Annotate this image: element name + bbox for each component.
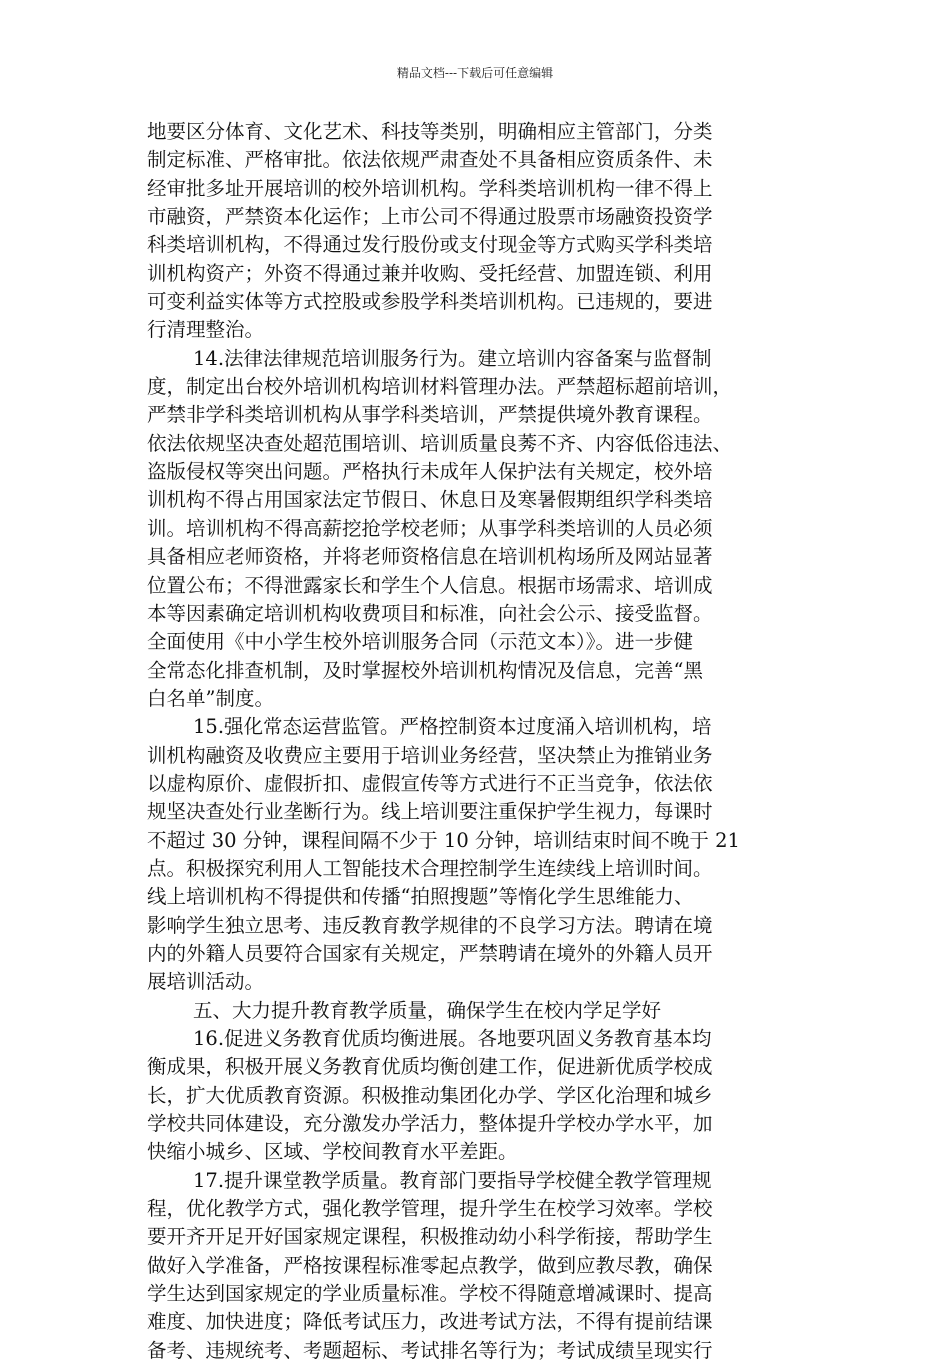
text-line: 备考、违规统考、考题超标、考试排名等行为；考试成绩呈现实行 (147, 1338, 713, 1362)
text-line: 点。积极探究利用人工智能技术合理控制学生连续线上培训时间。 (147, 856, 713, 880)
paragraph-start-line: 17.提升课堂教学质量。教育部门要指导学校健全教学管理规 (193, 1168, 712, 1192)
text-line: 训机构资产；外资不得通过兼并收购、受托经营、加盟连锁、利用 (147, 261, 713, 285)
text-line: 内的外籍人员要符合国家有关规定，严禁聘请在境外的外籍人员开 (147, 941, 713, 965)
text-line: 行清理整治。 (147, 318, 265, 342)
text-line: 位置公布；不得泄露家长和学生个人信息。根据市场需求、培训成 (147, 573, 713, 597)
text-line: 盗版侵权等突出问题。严格执行未成年人保护法有关规定，校外培 (147, 460, 713, 484)
text-line: 难度、加快进度；降低考试压力，改进考试方法，不得有提前结课 (147, 1310, 713, 1334)
text-line: 度，制定出台校外培训机构培训材料管理办法。严禁超标超前培训， (147, 375, 733, 399)
text-line: 长，扩大优质教育资源。积极推动集团化办学、学区化治理和城乡 (147, 1083, 713, 1107)
text-line: 科类培训机构，不得通过发行股份或支付现金等方式购买学科类培 (147, 233, 713, 257)
page-header: 精品文档---下载后可任意编辑 (396, 66, 554, 80)
paragraph-start-line: 14.法律法律规范培训服务行为。建立培训内容备案与监督制 (193, 346, 712, 370)
text-line: 制定标准、严格审批。依法依规严肃查处不具备相应资质条件、未 (147, 148, 713, 172)
text-line: 可变利益实体等方式控股或参股学科类培训机构。已违规的，要进 (147, 290, 713, 314)
text-line: 地要区分体育、文化艺术、科技等类别，明确相应主管部门，分类 (147, 120, 713, 143)
text-line: 训机构不得占用国家法定节假日、休息日及寒暑假期组织学科类培 (147, 488, 713, 512)
text-line: 具备相应老师资格，并将老师资格信息在培训机构场所及网站显著 (147, 545, 713, 569)
text-line: 展培训活动。 (147, 970, 265, 994)
text-line: 全面使用《中小学生校外培训服务合同（示范文本）》。进一步健 (147, 630, 694, 654)
text-line: 学校共同体建设，充分激发办学活力，整体提升学校办学水平，加 (147, 1112, 713, 1136)
text-line: 要开齐开足开好国家规定课程，积极推动幼小科学衔接，帮助学生 (147, 1225, 713, 1249)
text-line: 快缩小城乡、区域、学校间教育水平差距。 (147, 1140, 518, 1164)
text-line: 白名单”制度。 (147, 686, 274, 710)
text-line: 依法依规坚决查处超范围培训、培训质量良莠不齐、内容低俗违法、 (147, 431, 733, 455)
text-line: 程，优化教学方式，强化教学管理，提升学生在校学习效率。学校 (147, 1197, 713, 1221)
text-line: 训机构融资及收费应主要用于培训业务经营，坚决禁止为推销业务 (147, 743, 713, 767)
text-line: 严禁非学科类培训机构从事学科类培训，严禁提供境外教育课程。 (147, 403, 713, 427)
text-line: 不超过 30 分钟，课程间隔不少于 10 分钟，培训结束时间不晚于 21 (147, 828, 740, 852)
text-line: 训。培训机构不得高薪挖抢学校老师；从事学科类培训的人员必须 (147, 516, 713, 540)
text-line: 线上培训机构不得提供和传播“拍照搜题”等惰化学生思维能力、 (147, 885, 694, 909)
text-line: 本等因素确定培训机构收费项目和标准，向社会公示、接受监督。 (147, 601, 713, 625)
paragraph-start-line: 16.促进义务教育优质均衡进展。各地要巩固义务教育基本均 (193, 1027, 712, 1050)
text-line: 影响学生独立思考、违反教育教学规律的不良学习方法。聘请在境 (147, 913, 713, 937)
document-body (147, 118, 807, 1365)
section-heading: 五、大力提升教育教学质量，确保学生在校内学足学好 (193, 998, 662, 1022)
text-line: 规坚决查处行业垄断行为。线上培训要注重保护学生视力，每课时 (147, 800, 713, 824)
text-line: 学生达到国家规定的学业质量标准。学校不得随意增减课时、提高 (147, 1282, 713, 1306)
text-line: 衡成果，积极开展义务教育优质均衡创建工作，促进新优质学校成 (147, 1055, 713, 1079)
text-line: 全常态化排查机制，及时掌握校外培训机构情况及信息，完善“黑 (147, 658, 703, 682)
text-line: 做好入学准备，严格按课程标准零起点教学，做到应教尽教，确保 (147, 1253, 713, 1277)
text-line: 以虚构原价、虚假折扣、虚假宣传等方式进行不正当竞争，依法依 (147, 771, 713, 795)
paragraph-start-line: 15.强化常态运营监管。严格控制资本过度涌入培训机构，培 (193, 715, 712, 739)
text-line: 经审批多址开展培训的校外培训机构。学科类培训机构一律不得上 (147, 176, 713, 200)
text-line: 市融资，严禁资本化运作；上市公司不得通过股票市场融资投资学 (147, 205, 713, 229)
